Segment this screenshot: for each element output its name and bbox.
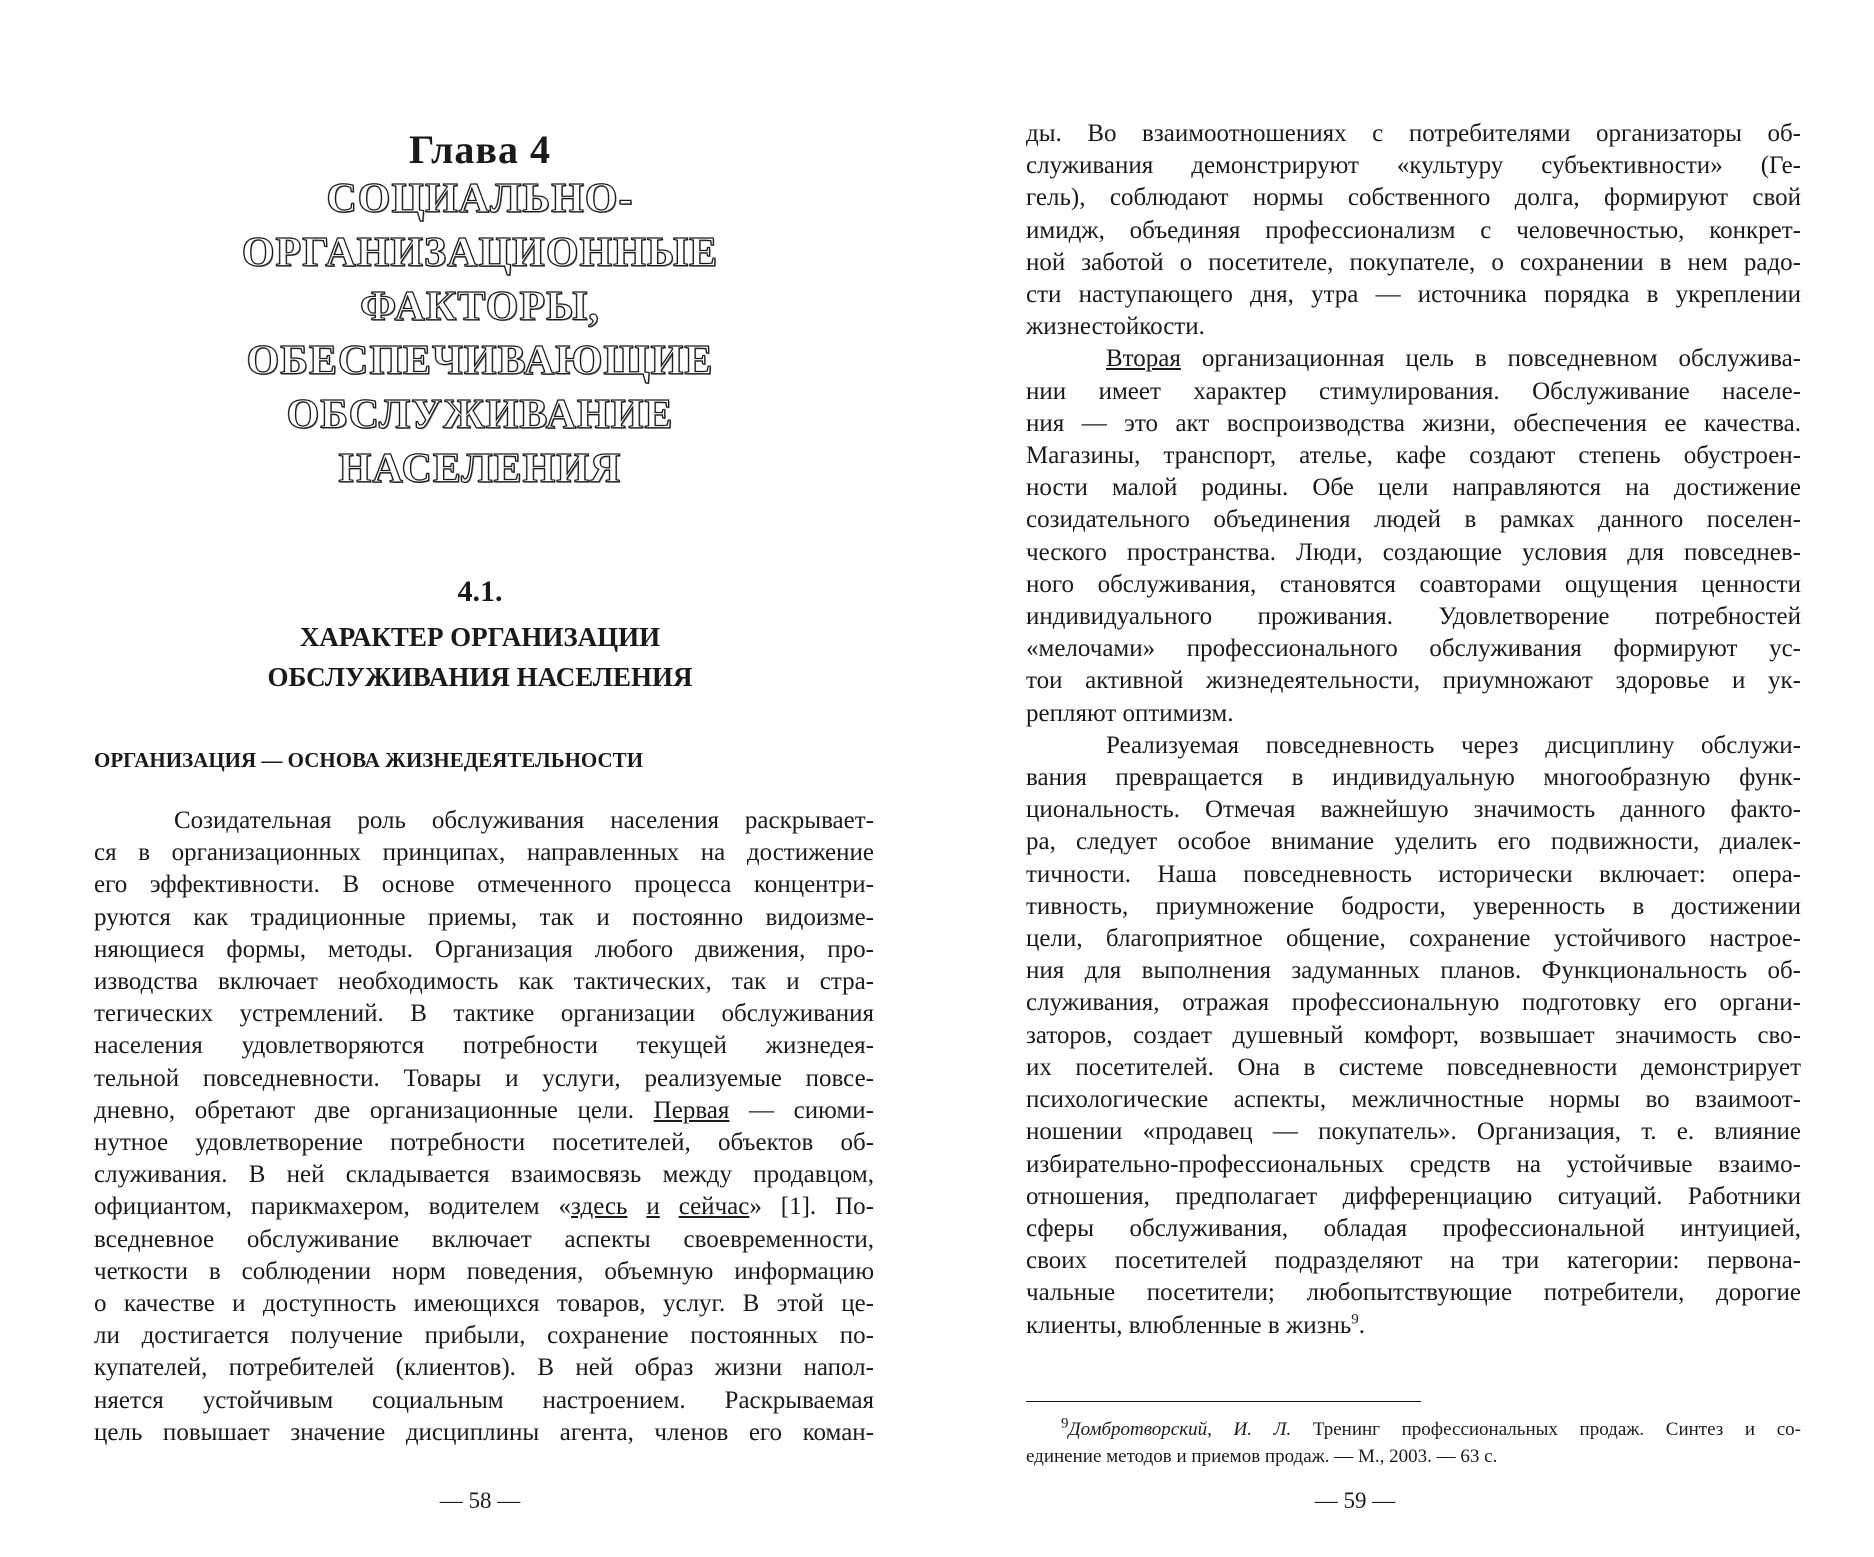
text-line: репляют оптимизм. [1026,699,1234,727]
text-line: тегических устремлений. В тактике организации обслуживания [94,1000,874,1028]
text-line: их посетителей. Она в системе повседневности демонстрирует [1026,1053,1801,1081]
chapter-label: Глава 4 [409,127,551,172]
text-line: няющиеся формы, методы. Организация любого движения, про- [94,935,874,963]
text-line: тивность, приумножение бодрости, уверенность в достижении [1026,892,1801,920]
text-line: вания превращается в индивидуальную многообразную функ- [1026,764,1801,792]
text-line: ния для выполнения задуманных планов. Функциональность об- [1026,957,1801,985]
text-line: ношении «продавец — покупатель». Организация, т. е. влияние [1026,1118,1801,1146]
page-number: — 59 — [1314,1488,1396,1513]
text-line: цели, благоприятное общение, сохранение устойчивого настрое- [1026,925,1801,953]
text-line: няется устойчивым социальным настроением. Раскрываемая [94,1386,874,1414]
section-title-line: ОБСЛУЖИВАНИЯ НАСЕЛЕНИЯ [267,662,693,692]
text-line: изводства включает необходимость как тактических, так и стра- [94,968,874,996]
text-line: чальные посетители; любопытствующие потребители, дорогие [1026,1279,1801,1307]
chapter-title [100,172,860,496]
text-line: индивидуального проживания. Удовлетворение потребностей [1026,603,1801,631]
text-line: ли достигается получение прибыли, сохранение постоянных по- [94,1322,874,1350]
text-line: гель), соблюдают нормы собственного долга, формируют свой [1026,184,1801,212]
text-line: избирательно-профессиональных средств на устойчивые взаимо- [1026,1150,1801,1178]
text-line: четкости в соблюдении норм поведения, объемную информацию [94,1257,874,1285]
section-title [100,617,860,697]
text-segment: официантом, парикмахером, водителем « [94,1193,572,1221]
chapter-title-line: ОРГАНИЗАЦИОННЫЕ [241,230,719,276]
underlined-term-now: сейчас [678,1193,750,1221]
text-segment: . [1358,1311,1366,1339]
text-line: ности малой родины. Обе цели направляются на достижение [1026,474,1801,502]
chapter-title-line: НАСЕЛЕНИЯ [338,446,622,492]
text-line: его эффективности. В основе отмеченного процесса концентри- [94,871,874,899]
text-line: цель повышает значение дисциплины агента, членов его коман- [94,1418,874,1446]
underlined-term-and: и [646,1193,660,1221]
text-line: служивания, отражая профессиональную подготовку его органи- [1026,989,1801,1017]
text-line: о качестве и доступность имеющихся товаров, услуг. В этой це- [94,1290,874,1318]
text-line: ного обслуживания, становятся соавторами ощущения ценности [1026,570,1801,598]
text-line: ной заботой о посетителе, покупателе, о сохранении в нем радо- [1026,248,1801,276]
footnote [1026,1416,1801,1470]
text-line: «мелочами» профессионального обслуживания формируют ус- [1026,635,1801,663]
text-line [94,1095,874,1127]
text-line: жизнестойкости. [1026,313,1205,341]
right-body-text [1026,118,1801,1342]
text-line: тичности. Наша повседневность исторически включает: опера- [1026,860,1801,888]
subsection-title: ОРГАНИЗАЦИЯ — ОСНОВА ЖИЗНЕДЕЯТЕЛЬНОСТИ [94,748,644,772]
text-segment: организационная цель в повседневном обслужива- [1180,345,1801,373]
text-line: имидж, объединяя профессионализм с человечностью, конкрет- [1026,216,1801,244]
footnote-text: Тренинг профессиональных продаж. Синтез и со- [1291,1419,1801,1440]
text-line [1026,343,1801,375]
text-line: ческого пространства. Люди, создающие условия для повседнев- [1026,538,1801,566]
text-line: Магазины, транспорт, ателье, кафе создают степень обустроен- [1026,442,1801,470]
text-line: сферы обслуживания, обладая профессиональной интуицией, [1026,1214,1801,1242]
chapter-title-line: ФАКТОРЫ, [360,284,600,330]
underlined-term-second: Вторая [1106,345,1181,373]
text-line: нутное удовлетворение потребности посетителей, объектов об- [94,1129,874,1157]
text-segment: » [1]. По- [749,1193,874,1221]
text-line: руются как традиционные приемы, так и постоянно видоизме- [94,903,874,931]
text-line: Реализуемая повседневность через дисциплину обслужи- [1106,731,1801,759]
text-line: служивания демонстрируют «культуру субъективности» (Ге- [1026,152,1801,180]
section-title-line: ХАРАКТЕР ОРГАНИЗАЦИИ [299,622,661,652]
footnote-marker: 9 [1061,1415,1069,1432]
footnote-author: Домбротворский, И. Л. [1068,1419,1292,1440]
footnote-divider [1026,1401,1421,1402]
text-line: вседневное обслуживание включает аспекты своевременности, [94,1225,874,1253]
underlined-term-first: Первая [653,1096,730,1124]
chapter-title-line: ОБСЛУЖИВАНИЕ [286,392,674,438]
text-line: ра, следует особое внимание уделить его подвижности, диалек- [1026,828,1801,856]
text-line: отношения, предполагает дифференциацию ситуаций. Работники [1026,1182,1801,1210]
footnote-line [1026,1416,1801,1443]
text-line: тои активной жизнедеятельности, приумножают здоровье и ук- [1026,667,1801,695]
footnote-reference: 9 [1351,1311,1359,1328]
text-line: тельной повседневности. Товары и услуги, реализуемые повсе- [94,1064,874,1092]
text-segment: клиенты, влюбленные в жизнь [1026,1311,1352,1339]
text-segment: — сиюми- [729,1096,874,1124]
text-line: созидательного объединения людей в рамках данного поселен- [1026,506,1801,534]
text-line: заторов, создает душевный комфорт, возвышает значимость сво- [1026,1021,1801,1049]
text-line: ды. Во взаимоотношениях с потребителями организаторы об- [1026,120,1801,147]
text-line: сти наступающего дня, утра — источника порядка в укреплении [1026,281,1801,309]
text-line: циональность. Отмечая важнейшую значимость данного факто- [1026,796,1801,824]
text-line: купателей, потребителей (клиентов). В ней образ жизни напол- [94,1354,874,1382]
text-line [1026,1310,1801,1342]
right-page [937,0,1874,1557]
footnote-line: единение методов и приемов продаж. — М., 2003. — 63 с. [1026,1446,1498,1467]
text-line: нии имеет характер стимулирования. Обслуживание населе- [1026,377,1801,405]
section-number: 4.1. [457,575,503,608]
text-line: своих посетителей подразделяют на три категории: первона- [1026,1247,1801,1275]
text-line: ния — это акт воспроизводства жизни, обеспечения ее качества. [1026,409,1801,437]
chapter-title-line: СОЦИАЛЬНО- [326,176,634,222]
text-line: психологические аспекты, межличностные нормы во взаимоот- [1026,1086,1801,1114]
page-number: — 58 — [439,1488,521,1513]
text-line: населения удовлетворяются потребности текущей жизнедея- [94,1032,874,1060]
text-segment [627,1193,646,1220]
text-segment [660,1193,679,1220]
text-line: служивания. В ней складывается взаимосвязь между продавцом, [94,1161,874,1189]
chapter-title-line: ОБЕСПЕЧИВАЮЩИЕ [246,338,714,384]
text-line [94,1191,874,1223]
text-segment: дневно, обретают две организационные цели. [94,1096,654,1124]
text-line: Созидательная роль обслуживания населения раскрывает- [174,807,874,834]
text-line: ся в организационных принципах, направленных на достижение [94,839,874,867]
underlined-term-here: здесь [571,1193,628,1221]
left-body-text [94,805,874,1449]
